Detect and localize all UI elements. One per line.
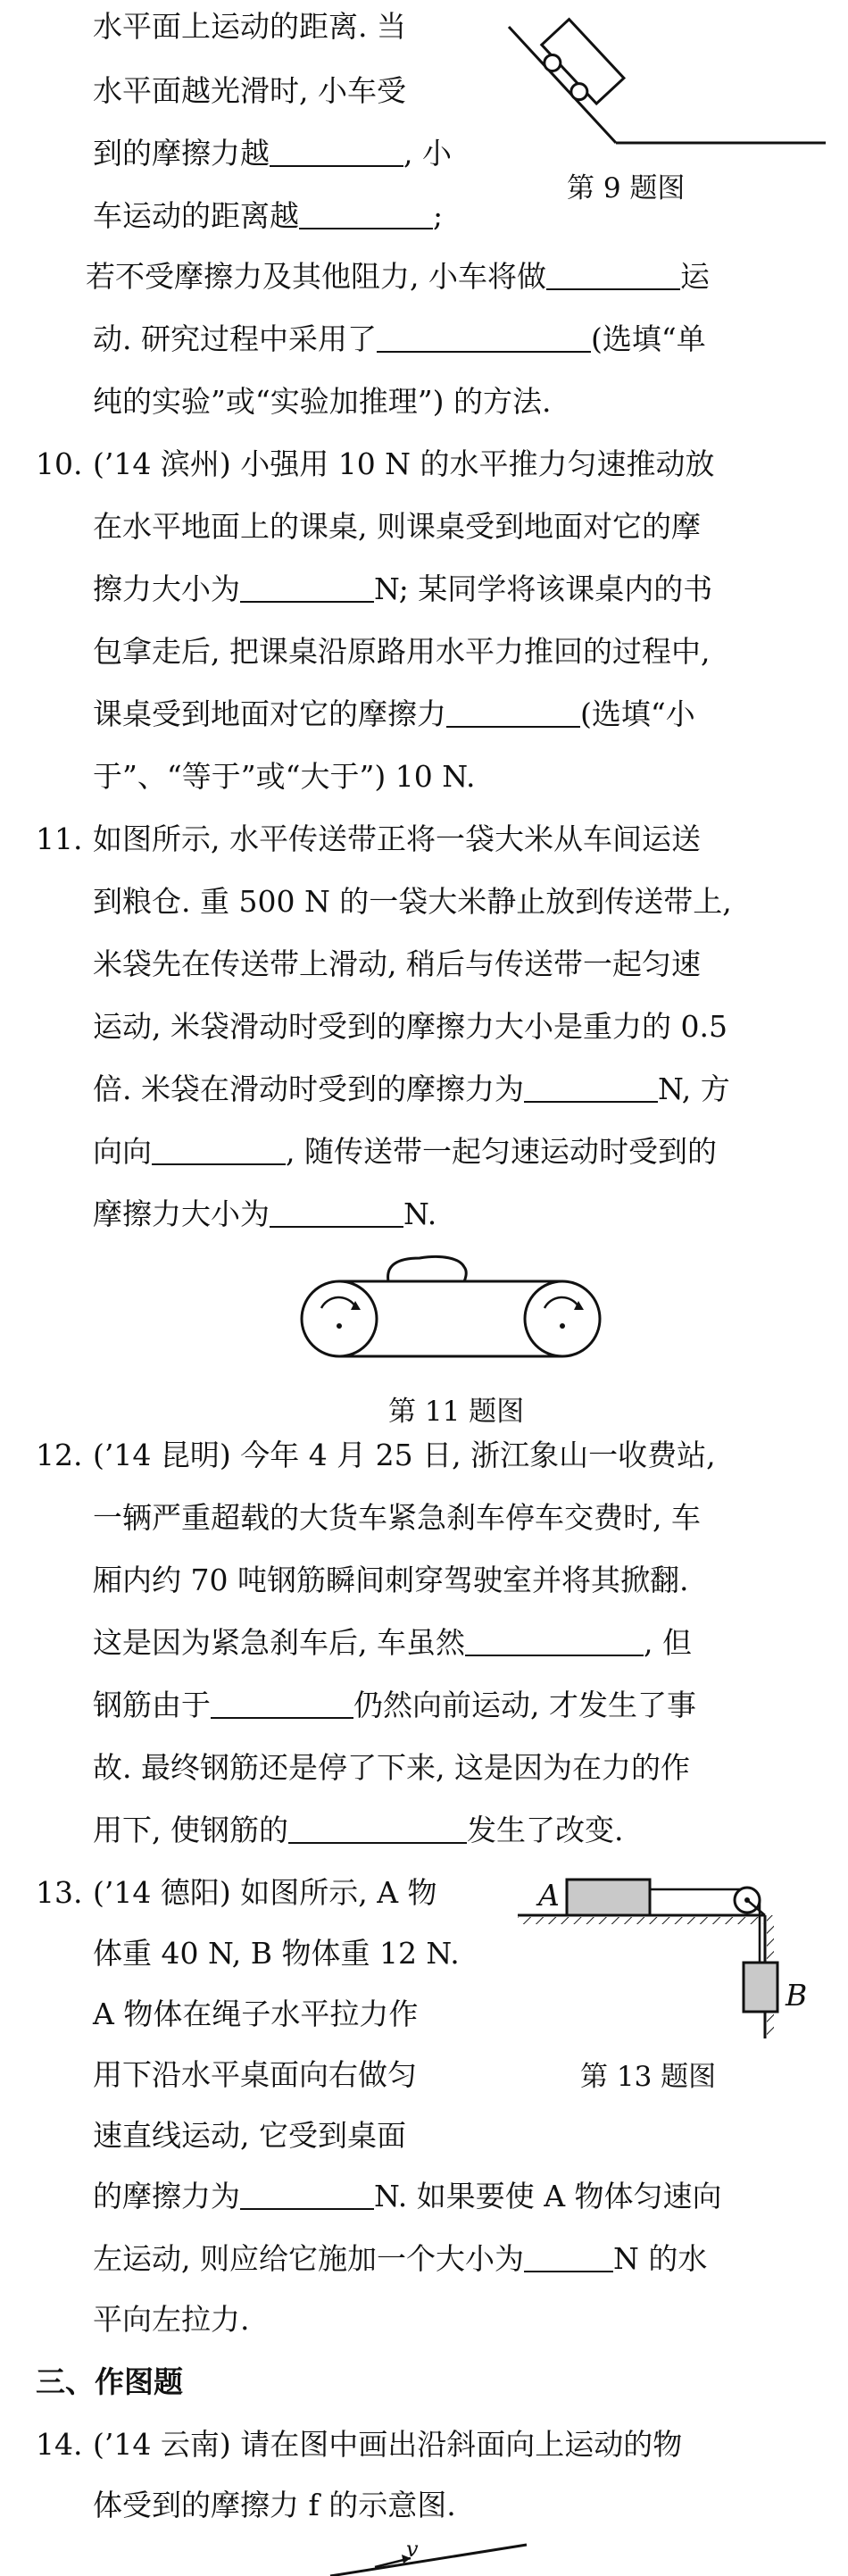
q13-figure-pulley-blocks xyxy=(513,1871,826,2040)
q10-line-3-text: 擦力大小为 xyxy=(93,571,240,606)
answer-blank[interactable] xyxy=(211,1690,353,1719)
q12-line-3: 厢内约 70 吨钢筋瞬间刺穿驾驶室并将其掀翻. xyxy=(93,1563,689,1597)
q13-line-6-text: 的摩擦力为 xyxy=(93,2179,240,2213)
q14-label-v: v xyxy=(406,2537,419,2562)
q10-line-3-tail: N; 某同学将该课桌内的书 xyxy=(374,571,713,606)
answer-blank[interactable] xyxy=(299,201,433,229)
q10-line-5-text: 课桌受到地面对它的摩擦力 xyxy=(93,696,446,731)
answer-blank[interactable] xyxy=(270,138,403,167)
answer-blank[interactable] xyxy=(446,699,580,728)
q9-figure-caption: 第 9 题图 xyxy=(567,172,686,204)
q13-label-b: B xyxy=(786,1978,808,2013)
q9-line-2: 水平面越光滑时, 小车受 xyxy=(93,73,406,108)
q12-number: 12. xyxy=(36,1438,83,1472)
q10-line-4: 包拿走后, 把课桌沿原路用水平力推回的过程中, xyxy=(93,634,711,669)
q9-line-6-text: 动. 研究过程中采用了 xyxy=(93,321,377,356)
q11-line-1: 如图所示, 水平传送带正将一袋大米从车间运送 xyxy=(93,821,701,856)
answer-blank[interactable] xyxy=(465,1628,644,1656)
q11-line-7 xyxy=(93,1196,436,1232)
q13-line-7-text: 左运动, 则应给它施加一个大小为 xyxy=(93,2241,524,2276)
q13-figure-caption: 第 13 题图 xyxy=(580,2061,717,2093)
q12-line-7-text: 用下, 使钢筋的 xyxy=(93,1813,288,1847)
q10-line-2: 在水平地面上的课桌, 则课桌受到地面对它的摩 xyxy=(93,509,701,544)
q9-line-6-tail: (选填“单 xyxy=(590,321,706,356)
q14-figure-incline-block xyxy=(321,2540,536,2576)
answer-blank[interactable] xyxy=(240,574,374,603)
answer-blank[interactable] xyxy=(240,2181,374,2210)
q13-line-5: 速直线运动, 它受到桌面 xyxy=(93,2118,406,2153)
answer-blank[interactable] xyxy=(270,1199,403,1228)
q12-line-7-tail: 发生了改变. xyxy=(466,1813,624,1847)
q9-line-4 xyxy=(93,198,443,234)
answer-blank[interactable] xyxy=(524,1074,658,1103)
q9-line-7: 纯的实验”或“实验加推理”) 的方法. xyxy=(93,384,552,419)
q9-line-6 xyxy=(93,321,706,357)
q12-line-4-tail: , 但 xyxy=(643,1625,692,1660)
q10-line-3 xyxy=(93,571,712,607)
q9-line-4-tail: ; xyxy=(433,198,444,233)
q11-line-4: 运动, 米袋滑动时受到的摩擦力大小是重力的 0.5 xyxy=(93,1009,727,1044)
q11-line-7-text: 摩擦力大小为 xyxy=(93,1196,270,1231)
q12-line-5 xyxy=(93,1688,696,1723)
section-heading: 三、作图题 xyxy=(36,2364,183,2399)
q13-line-6 xyxy=(93,2179,722,2214)
answer-blank[interactable] xyxy=(288,1815,467,1844)
q13-number: 13. xyxy=(36,1875,83,1910)
q11-line-6 xyxy=(93,1134,717,1170)
q12-line-1: (’14 昆明) 今年 4 月 25 日, 浙江象山一收费站, xyxy=(93,1438,716,1472)
q9-line-1: 水平面上运动的距离. 当 xyxy=(93,9,406,44)
answer-blank[interactable] xyxy=(377,324,591,353)
q9-line-5-text: 若不受摩擦力及其他阻力, 小车将做 xyxy=(86,259,546,294)
q11-figure-conveyor-belt xyxy=(286,1246,616,1362)
q11-line-7-tail: N. xyxy=(403,1196,437,1231)
q14-line-1: (’14 云南) 请在图中画出沿斜面向上运动的物 xyxy=(93,2427,683,2462)
q12-line-2: 一辆严重超载的大货车紧急刹车停车交费时, 车 xyxy=(93,1500,701,1535)
q12-line-4 xyxy=(93,1625,692,1661)
q11-line-2: 到粮仓. 重 500 N 的一袋大米静止放到传送带上, xyxy=(93,884,732,919)
answer-blank[interactable] xyxy=(152,1137,286,1165)
q13-line-7-tail: N 的水 xyxy=(612,2241,708,2276)
q12-line-5-text: 钢筋由于 xyxy=(93,1688,211,1722)
q13-line-6-tail: N. 如果要使 A 物体匀速向 xyxy=(374,2179,722,2213)
q9-line-3-tail: , 小 xyxy=(403,136,452,171)
q12-line-6: 故. 最终钢筋还是停了下来, 这是因为在力的作 xyxy=(93,1750,690,1785)
q9-line-3-text: 到的摩擦力越 xyxy=(93,136,270,171)
q13-line-1: (’14 德阳) 如图所示, A 物 xyxy=(93,1875,437,1910)
q11-line-6-text: 向向 xyxy=(93,1134,152,1169)
q14-number: 14. xyxy=(36,2427,83,2462)
q13-line-7 xyxy=(93,2241,707,2277)
q13-label-a: A xyxy=(538,1878,560,1913)
answer-blank[interactable] xyxy=(524,2244,613,2272)
q10-number: 10. xyxy=(36,446,83,481)
q10-line-1: (’14 滨州) 小强用 10 N 的水平推力匀速推动放 xyxy=(93,446,715,481)
q11-number: 11. xyxy=(36,821,83,856)
q11-line-6-tail: , 随传送带一起匀速运动时受到的 xyxy=(286,1134,717,1169)
q9-line-3 xyxy=(93,136,452,171)
q9-line-5-tail: 运 xyxy=(679,259,710,294)
q10-line-5 xyxy=(93,696,695,732)
q13-line-8: 平向左拉力. xyxy=(93,2302,250,2337)
q13-line-4: 用下沿水平桌面向右做匀 xyxy=(93,2057,417,2092)
q9-figure-incline-cart xyxy=(482,18,830,152)
q11-line-5-text: 倍. 米袋在滑动时受到的摩擦力为 xyxy=(93,1071,524,1106)
q12-line-4-text: 这是因为紧急刹车后, 车虽然 xyxy=(93,1625,465,1660)
q14-line-2: 体受到的摩擦力 f 的示意图. xyxy=(93,2488,456,2522)
q13-line-3: A 物体在绳子水平拉力作 xyxy=(93,1997,419,2031)
q10-line-5-tail: (选填“小 xyxy=(580,696,695,731)
q11-line-5-tail: N, 方 xyxy=(657,1071,730,1106)
q9-line-4-text: 车运动的距离越 xyxy=(93,198,299,233)
q11-line-3: 米袋先在传送带上滑动, 稍后与传送带一起匀速 xyxy=(93,946,701,981)
q12-line-5-tail: 仍然向前运动, 才发生了事 xyxy=(353,1688,696,1722)
answer-blank[interactable] xyxy=(546,262,680,290)
q9-line-5 xyxy=(86,259,710,295)
q13-line-2: 体重 40 N, B 物体重 12 N. xyxy=(93,1936,460,1971)
q12-line-7 xyxy=(93,1813,623,1848)
q11-line-5 xyxy=(93,1071,730,1107)
q10-line-6: 于”、“等于”或“大于”) 10 N. xyxy=(93,759,476,794)
q11-figure-caption: 第 11 题图 xyxy=(388,1396,525,1428)
